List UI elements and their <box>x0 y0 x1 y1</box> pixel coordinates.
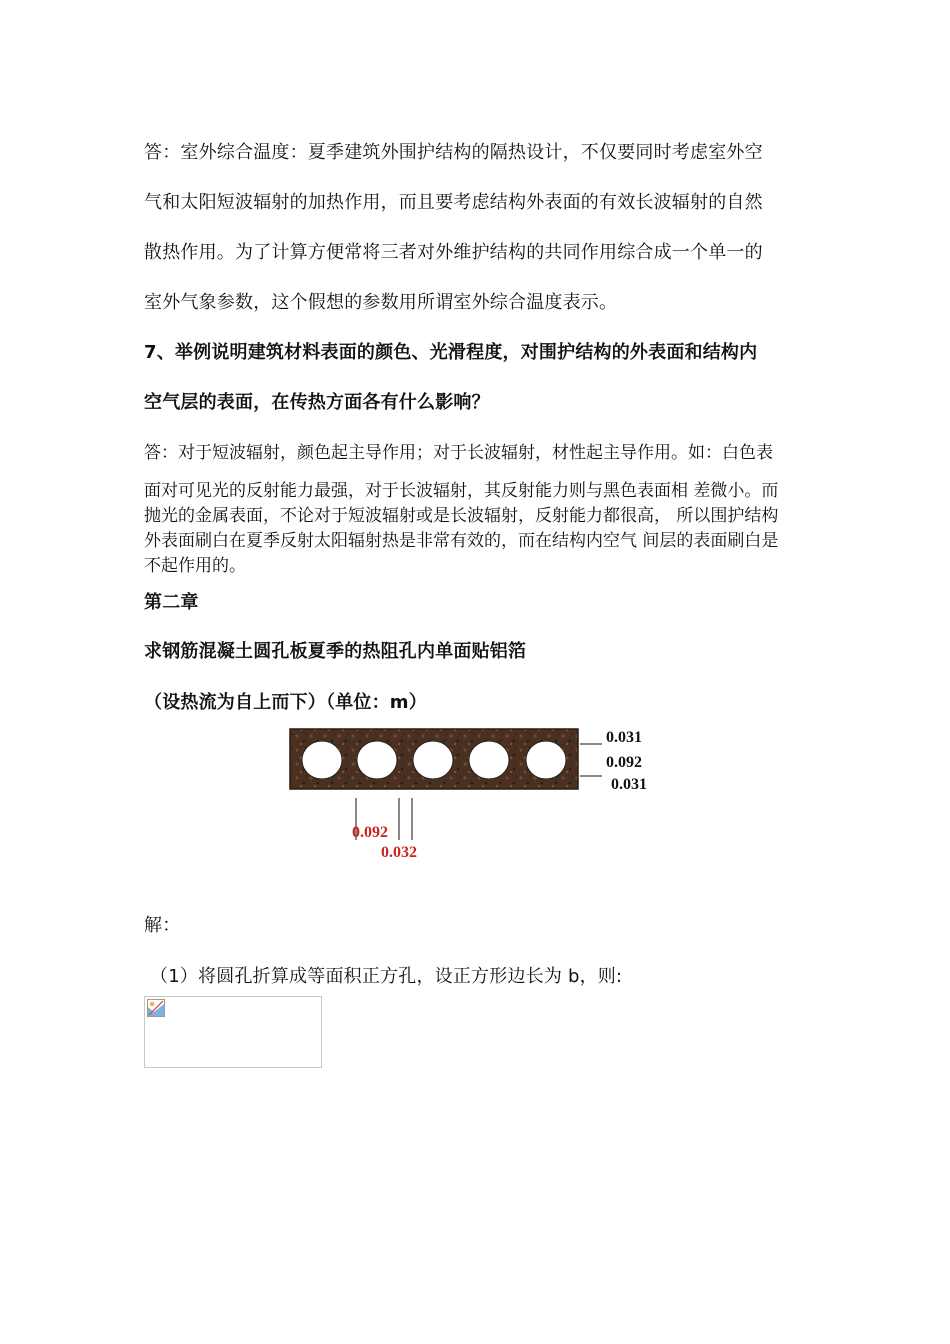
paragraph-line: 答：对于短波辐射，颜色起主导作用；对于长波辐射，材性起主导作用。如：白色表 <box>144 443 773 463</box>
question-line: 空气层的表面，在传热方面各有什么影响？ <box>144 392 490 413</box>
hollow-core <box>413 741 453 779</box>
problem-note: （设热流为自上而下）（单位：m） <box>144 692 427 713</box>
paragraph-line: 散热作用。为了计算方便常将三者对外维护结构的共同作用综合成一个单一的 <box>144 242 763 263</box>
dim-rib-width: 0.032 <box>381 844 417 861</box>
hollow-core <box>526 741 566 779</box>
problem-title: 求钢筋混凝土圆孔板夏季的热阻孔内单面贴铝箔 <box>144 641 527 662</box>
paragraph-line: 面对可见光的反射能力最强，对于长波辐射，其反射能力则与黑色表面相 差微小。而 <box>144 481 779 501</box>
dim-bottom-flange: 0.031 <box>611 776 647 793</box>
paragraph-line: 答：室外综合温度：夏季建筑外围护结构的隔热设计，不仅要同时考虑室外空 <box>144 142 763 163</box>
broken-image-placeholder <box>144 996 322 1068</box>
paragraph-line: 外表面刷白在夏季反射太阳辐射热是非常有效的，而在结构内空气 间层的表面刷白是 <box>144 531 779 551</box>
hollow-core <box>357 741 397 779</box>
paragraph-line: 室外气象参数，这个假想的参数用所谓室外综合温度表示。 <box>144 292 618 313</box>
dim-core-height: 0.092 <box>606 754 642 771</box>
hollow-core <box>469 741 509 779</box>
paragraph-line: 抛光的金属表面，不论对于短波辐射或是长波辐射，反射能力都很高， 所以围护结构 <box>144 506 779 526</box>
dim-core-diameter: 0.092 <box>352 824 388 841</box>
paragraph-line: 不起作用的。 <box>144 556 246 576</box>
slab-cross-section-figure <box>280 718 680 868</box>
hollow-core <box>302 741 342 779</box>
chapter-title: 第二章 <box>144 592 199 613</box>
paragraph-line: 气和太阳短波辐射的加热作用，而且要考虑结构外表面的有效长波辐射的自然 <box>144 192 763 213</box>
broken-image-icon <box>147 999 165 1017</box>
solution-label: 解： <box>144 915 181 936</box>
question-line: 7、举例说明建筑材料表面的颜色、光滑程度，对围护结构的外表面和结构内 <box>144 342 758 363</box>
dim-top-flange: 0.031 <box>606 729 642 746</box>
step-1: （1）将圆孔折算成等面积正方孔，设正方形边长为 b，则: <box>150 966 623 987</box>
